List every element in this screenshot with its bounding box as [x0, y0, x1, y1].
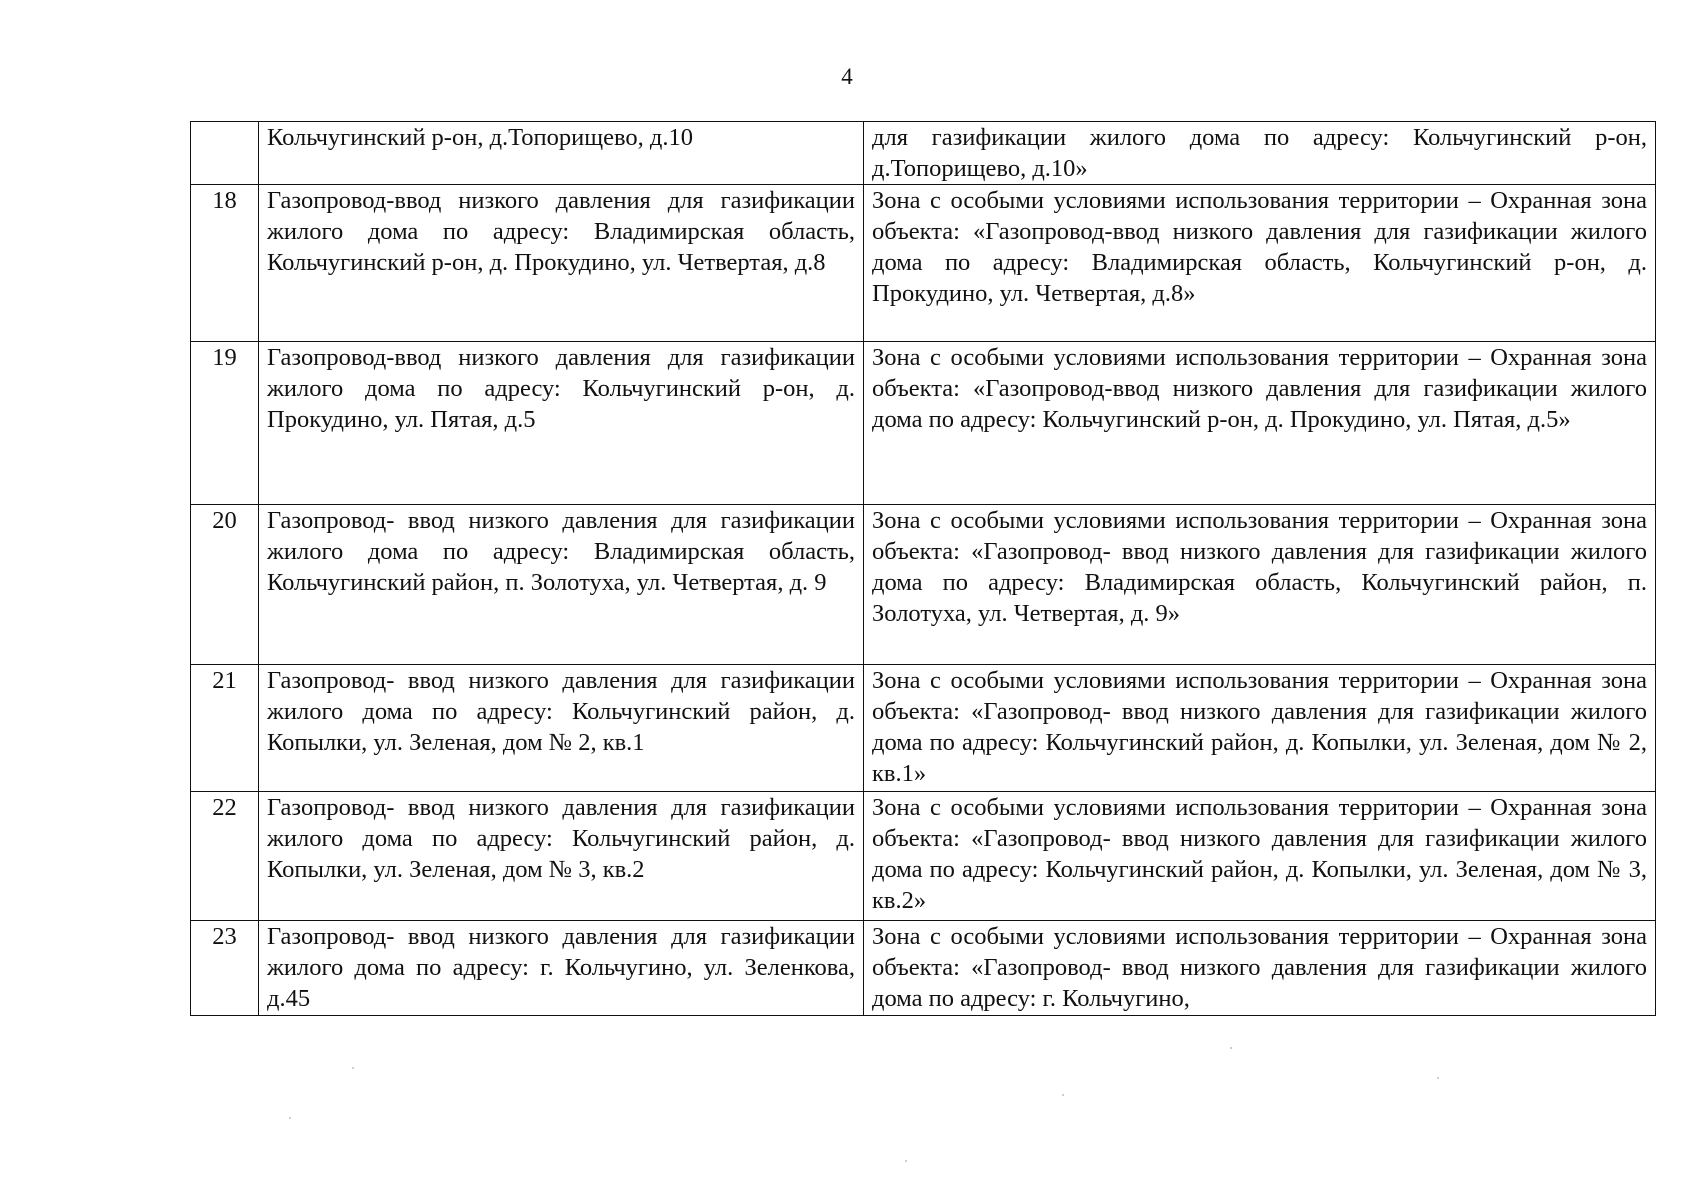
scan-speck	[289, 1117, 291, 1119]
object-cell: Газопровод- ввод низкого давления для газификации жилого дома по адресу: Кольчугинский район, д. Копылки, ул. Зеленая, дом № 3, кв.2	[259, 792, 864, 921]
object-cell: Кольчугинский р-он, д.Топорищево, д.10	[259, 122, 864, 185]
object-cell: Газопровод-ввод низкого давления для газификации жилого дома по адресу: Владимирская область, Кольчугинский р-он, д. Прокудино, ул. Четвертая, д.8	[259, 185, 864, 342]
object-cell: Газопровод-ввод низкого давления для газификации жилого дома по адресу: Кольчугинский р-он, д. Прокудино, ул. Пятая, д.5	[259, 342, 864, 505]
row-number-cell	[191, 122, 259, 185]
object-cell: Газопровод- ввод низкого давления для газификации жилого дома по адресу: Владимирская область, Кольчугинский район, п. Золотуха, ул. Четвертая, д. 9	[259, 505, 864, 665]
table-row	[191, 921, 1656, 1016]
scan-speck	[1230, 1047, 1232, 1049]
zone-cell: Зона с особыми условиями использования территории – Охранная зона объекта: «Газопровод- ввод низкого давления для газификации жилого дома по адресу: Владимирская область, Кольчугинский район, п. Золотуха, ул. Четвертая, д. 9»	[864, 505, 1656, 665]
zone-cell: Зона с особыми условиями использования территории – Охранная зона объекта: «Газопровод- ввод низкого давления для газификации жилого дома по адресу: г. Кольчугино,	[864, 921, 1656, 1016]
object-cell: Газопровод- ввод низкого давления для газификации жилого дома по адресу: Кольчугинский район, д. Копылки, ул. Зеленая, дом № 2, кв.1	[259, 665, 864, 792]
zone-cell: для газификации жилого дома по адресу: Кольчугинский р-он, д.Топорищево, д.10»	[864, 122, 1656, 185]
scan-speck	[352, 1067, 354, 1069]
zone-cell: Зона с особыми условиями использования территории – Охранная зона объекта: «Газопровод-ввод низкого давления для газификации жилого дома по адресу: Владимирская область, Кольчугинский р-он, д. Прокудино, ул. Четвертая, д.8»	[864, 185, 1656, 342]
zone-cell: Зона с особыми условиями использования территории – Охранная зона объекта: «Газопровод-ввод низкого давления для газификации жилого дома по адресу: Кольчугинский р-он, д. Прокудино, ул. Пятая, д.5»	[864, 342, 1656, 505]
row-number-cell: 23	[191, 921, 259, 1016]
object-cell: Газопровод- ввод низкого давления для газификации жилого дома по адресу: г. Кольчугино, ул. Зеленкова, д.45	[259, 921, 864, 1016]
scan-speck	[1437, 1077, 1439, 1079]
zone-cell: Зона с особыми условиями использования территории – Охранная зона объекта: «Газопровод- ввод низкого давления для газификации жилого дома по адресу: Кольчугинский район, д. Копылки, ул. Зеленая, дом № 3, кв.2»	[864, 792, 1656, 921]
registry-table	[190, 121, 1656, 1016]
table-row	[191, 185, 1656, 342]
scan-speck	[1062, 1094, 1064, 1096]
page-number: 4	[841, 64, 853, 89]
scan-speck	[905, 1160, 907, 1162]
row-number-cell: 21	[191, 665, 259, 792]
zone-cell: Зона с особыми условиями использования территории – Охранная зона объекта: «Газопровод- ввод низкого давления для газификации жилого дома по адресу: Кольчугинский район, д. Копылки, ул. Зеленая, дом № 2, кв.1»	[864, 665, 1656, 792]
row-number-cell: 22	[191, 792, 259, 921]
table-row	[191, 342, 1656, 505]
row-number-cell: 20	[191, 505, 259, 665]
row-number-cell: 18	[191, 185, 259, 342]
table-row	[191, 122, 1656, 185]
row-number-cell: 19	[191, 342, 259, 505]
table-row	[191, 792, 1656, 921]
table-row	[191, 665, 1656, 792]
table-row	[191, 505, 1656, 665]
